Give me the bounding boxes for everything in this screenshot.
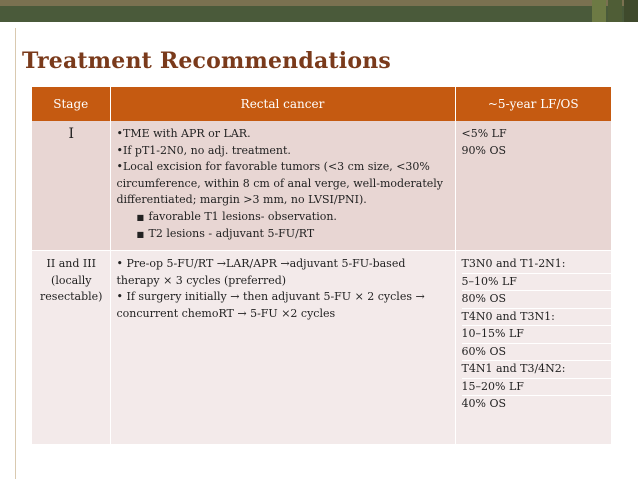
slide-title: Treatment Recommendations <box>22 48 391 74</box>
header-lf-os: ~5-year LF/OS <box>455 87 611 121</box>
square-bullet-icon: ■ <box>136 230 145 239</box>
treatment-line: • If surgery initially → then adjuvant 5-FU × 2 cycles → <box>116 290 425 303</box>
top-band-main <box>0 6 638 22</box>
sub-item-text: T2 lesions - adjuvant 5-FU/RT <box>148 227 315 240</box>
outcome-line: T4N0 and T3N1: <box>462 309 612 327</box>
header-stage: Stage <box>32 87 110 121</box>
treatment-line: •TME with APR or LAR. <box>116 127 251 140</box>
outcome-line: 10–15% LF <box>462 326 612 344</box>
band-block <box>592 0 606 22</box>
treatment-line: therapy × 3 cycles (preferred) <box>116 273 287 287</box>
outcome-cell <box>455 121 611 251</box>
stage-label: resectable) <box>40 290 103 303</box>
band-block <box>624 0 638 22</box>
stage-cell <box>32 251 110 445</box>
treatment-cell <box>110 121 455 251</box>
header-rectal-cancer: Rectal cancer <box>110 87 455 121</box>
treatment-line: •If pT1-2N0, no adj. treatment. <box>116 143 291 157</box>
outcome-cell <box>455 251 611 445</box>
left-rule <box>15 28 16 479</box>
outcome-line: 60% OS <box>462 344 612 362</box>
outcome-line: T3N0 and T1-2N1: <box>462 256 612 274</box>
sub-item-text: favorable T1 lesions- observation. <box>148 209 337 223</box>
table-header-row <box>32 87 611 121</box>
band-block <box>608 0 622 22</box>
sub-item <box>117 226 450 244</box>
outcome-line: 80% OS <box>462 291 612 309</box>
top-band-blocks <box>590 0 638 22</box>
table-row <box>32 121 611 251</box>
treatment-line: • Pre-op 5-FU/RT →LAR/APR →adjuvant 5-FU-based <box>116 257 406 270</box>
treatment-table <box>32 87 611 445</box>
outcome-line: 40% OS <box>461 397 506 410</box>
stage-label: I <box>68 126 75 142</box>
treatment-line: •Local excision for favorable tumors (<3 cm size, <30% <box>116 160 430 173</box>
square-bullet-icon: ■ <box>136 212 145 222</box>
treatment-line: concurrent chemoRT → 5-FU ×2 cycles <box>116 306 336 320</box>
outcome-line: 15–20% LF <box>462 379 612 397</box>
treatment-cell <box>110 251 455 445</box>
treatment-line: circumference, within 8 cm of anal verge, well-moderately <box>116 176 444 190</box>
treatment-line: differentiated; margin >3 mm, no LVSI/PNI). <box>116 193 367 206</box>
stage-label: II and III <box>46 257 96 270</box>
outcome-line: 5–10% LF <box>462 274 612 292</box>
stage-label: (locally <box>51 273 92 287</box>
outcome-line: <5% LF <box>461 127 507 140</box>
table-row <box>32 251 611 445</box>
sub-item <box>117 209 450 227</box>
outcome-line: 90% OS <box>461 143 506 157</box>
outcome-line: T4N1 and T3/4N2: <box>462 361 612 379</box>
stage-cell <box>32 121 110 251</box>
top-decorative-band <box>0 0 638 26</box>
